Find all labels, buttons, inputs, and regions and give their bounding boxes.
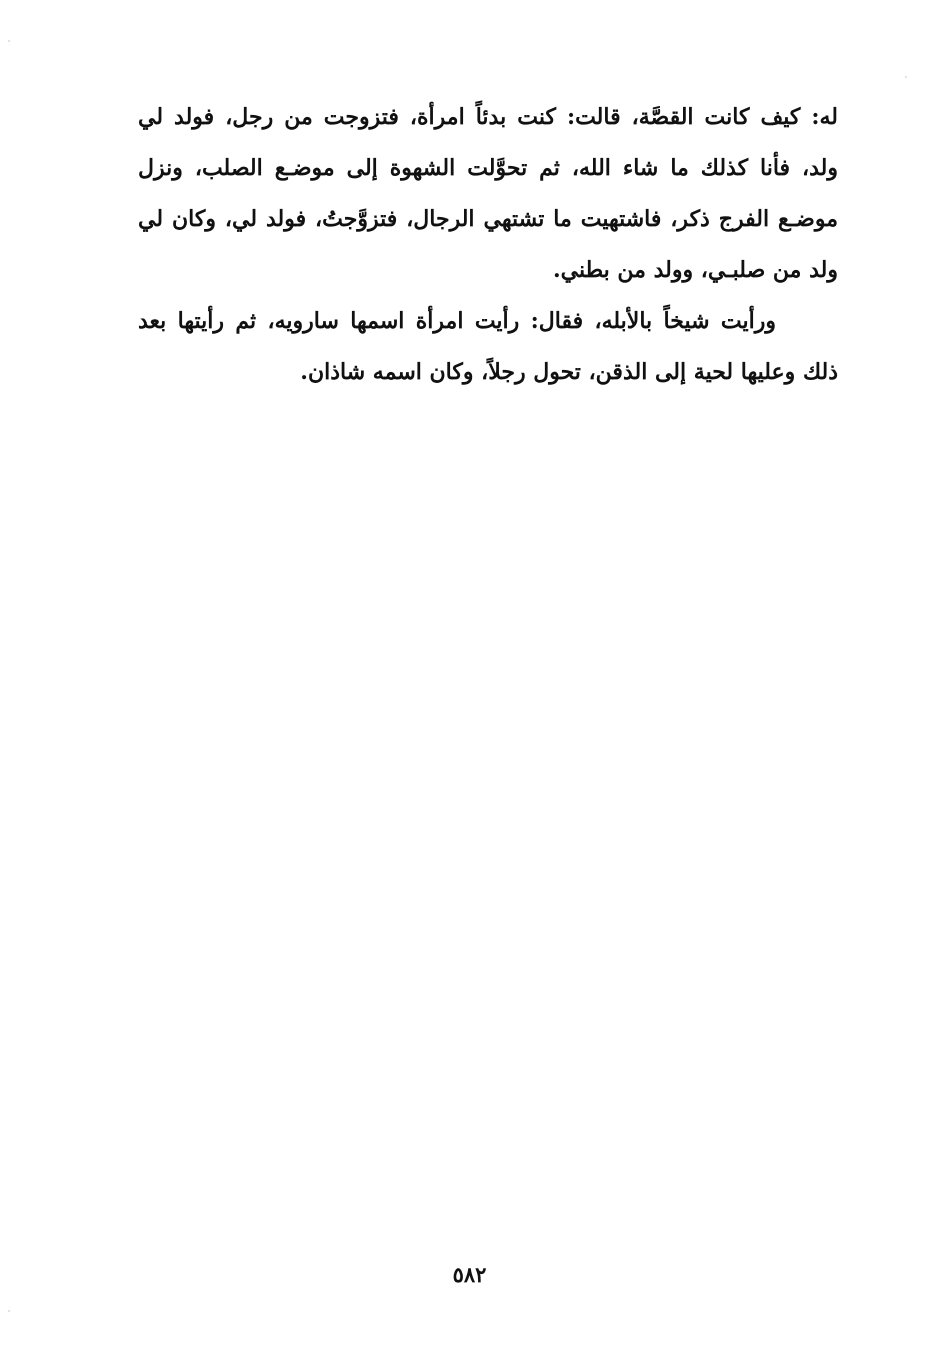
body-text (138, 92, 838, 398)
paragraph-1: له: كيف كانت القصَّة، قالت: كنت بدئاً امرأة، فتزوجت من رجل، فولد لي ولد، فأنا كذلك ما شاء الله، ثم تحوَّلت الشهوة إلى موضـع الصلب، ونزل موضـع الفرج ذكر، فاشتهيت ما تشتهي الرجال، فتزوَّجتُ، فولد لي، وكان لي ولد من صلبـي، وولد من بطني. (138, 104, 838, 283)
scan-speck (905, 76, 907, 78)
page-number: ٥٨٢ (452, 1262, 487, 1287)
scan-speck (8, 1310, 10, 1312)
paragraph-2: ورأيت شيخاً بالأبله، فقال: رأيت امرأة اسمها سارويه، ثم رأيتها بعد ذلك وعليها لحية إلى الذقن، تحول رجلاً، وكان اسمه شاذان. (138, 308, 838, 385)
scan-speck (8, 40, 10, 42)
